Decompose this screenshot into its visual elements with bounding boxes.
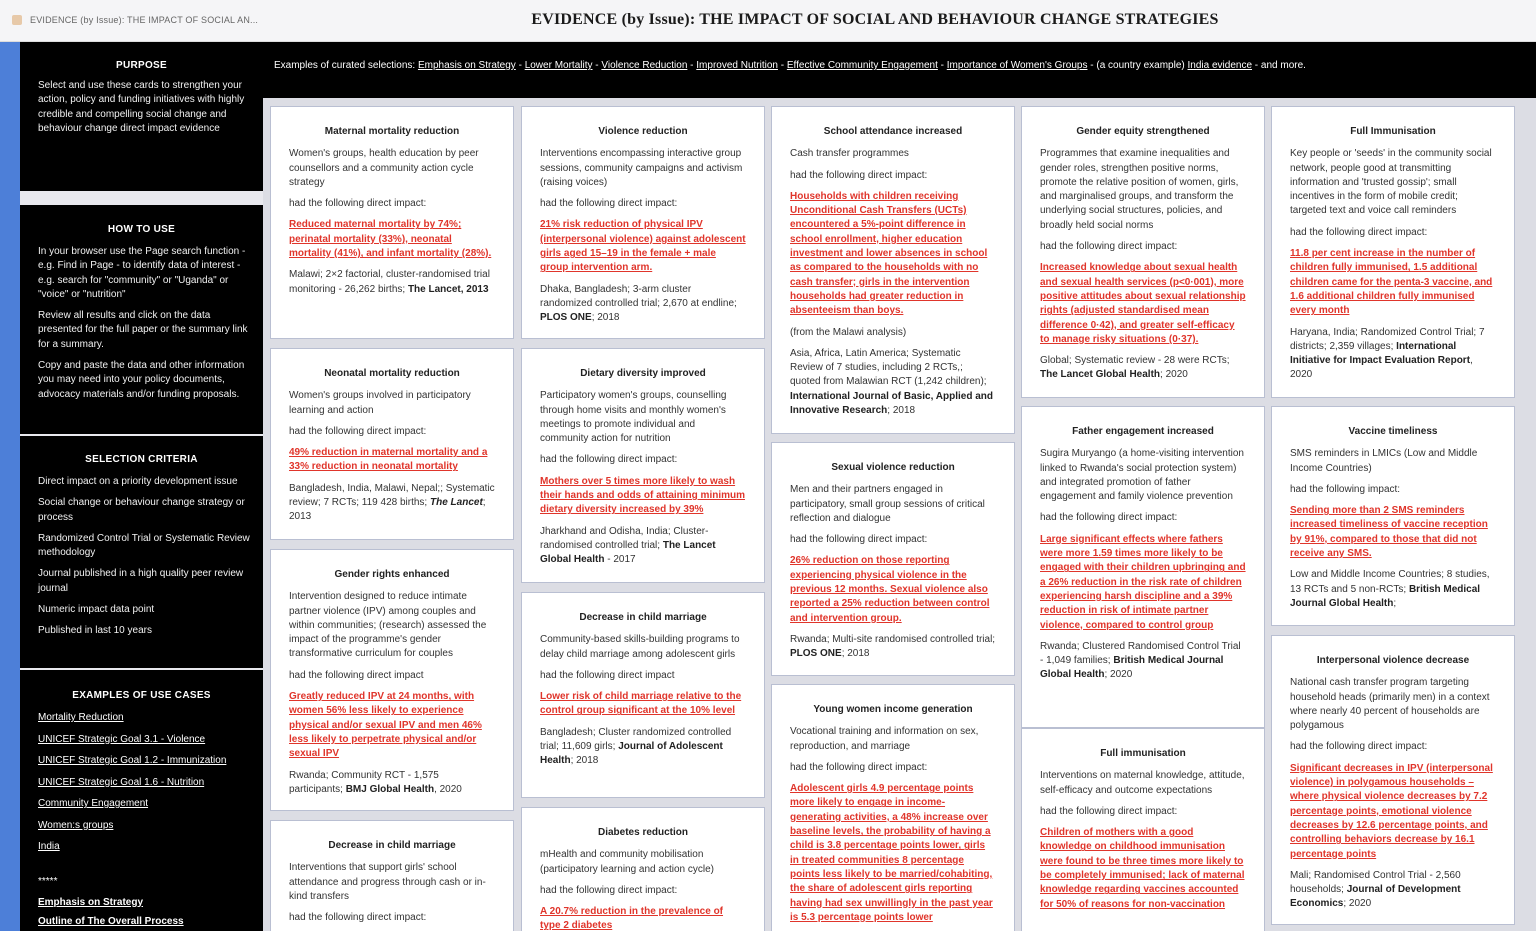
how-to-use-step-2: Review all results and click on the data presented for the full paper or the summary link for a summary.	[38, 310, 248, 350]
emphasis-on-strategy-link[interactable]: Emphasis on Strategy	[38, 896, 144, 908]
card-impact-lead: had the following direct impact:	[1040, 512, 1178, 524]
criteria-item: Journal published in a high quality peer review journal	[38, 568, 244, 594]
card-journal: BMJ Global Health	[345, 783, 435, 795]
evidence-card	[1021, 406, 1265, 728]
card-intervention: Interventions on maternal knowledge, attitude, self-efficacy and outcome expectations	[1040, 770, 1245, 796]
card-impact-link[interactable]: 49% reduction in maternal mortality and a 33% reduction in neonatal mortality	[289, 447, 488, 473]
card-title: Decrease in child marriage	[579, 612, 707, 623]
card-impact-lead: had the following direct impact	[540, 669, 675, 681]
card-impact-lead: had the following direct impact:	[1290, 741, 1428, 753]
card-title: Decrease in child marriage	[328, 840, 456, 851]
evidence-card	[1271, 106, 1515, 398]
examples-heading: EXAMPLES OF USE CASES	[72, 690, 211, 701]
card-impact-lead: had the following direct impact:	[289, 425, 427, 437]
card-journal: British Medical Journal Global Health	[1290, 583, 1481, 609]
evidence-card	[1021, 728, 1265, 931]
card-impact-lead: had the following direct impact:	[289, 912, 427, 924]
card-year: ; 2020	[1160, 369, 1188, 381]
card-impact-lead: had the following direct impact:	[1040, 241, 1178, 253]
evidence-card	[1021, 106, 1265, 398]
evidence-card	[1271, 635, 1515, 925]
card-impact-link[interactable]: Reduced maternal mortality by 74%; perinatal mortality (33%), neonatal mortality (41%), and infant mortality (28%).	[289, 219, 492, 260]
card-intervention: Cash transfer programmes	[790, 148, 909, 160]
card-journal: Journal of Adolescent Health	[540, 741, 723, 767]
evidence-card	[771, 684, 1015, 931]
card-title: Young women income generation	[813, 704, 973, 715]
card-intervention: Key people or 'seeds' in the community social network, people good at transmitting information and 'trusted gossip'; small incentives in the form of mobile credit; targeted text and voice call reminders	[1290, 148, 1492, 217]
card-year: ;	[1393, 597, 1397, 609]
card-intervention: Participatory women's groups, counselling through home visits and monthly women's meetings to promote individual and community action for nutrition	[540, 390, 727, 445]
selection-criteria-section	[20, 454, 263, 646]
card-impact-lead: had the following direct impact:	[790, 534, 928, 546]
how-to-use-heading: HOW TO USE	[107, 224, 176, 235]
card-impact-lead: had the following direct impact:	[540, 884, 678, 896]
overall-process-link[interactable]: Outline of The Overall Process	[38, 915, 184, 927]
card-source: Low and Middle Income Countries; 8 studies, 13 RCTs and 5 non-RCTs;	[1290, 569, 1490, 595]
card-title: Interpersonal violence decrease	[1316, 655, 1470, 666]
card-journal: International Initiative for Impact Evaluation Report	[1290, 340, 1471, 367]
card-year: , 2020	[434, 783, 462, 795]
criteria-item: Published in last 10 years	[38, 625, 152, 637]
curated-link-nutrition[interactable]: Improved Nutrition	[696, 60, 778, 71]
card-intervention: Sugira Muryango (a home-visiting intervention linked to Rwanda's social protection system) and integrated promotion of father engagement and family violence prevention	[1040, 448, 1244, 503]
curated-link-violence[interactable]: Violence Reduction	[601, 60, 688, 71]
evidence-card	[521, 106, 765, 339]
example-link-india[interactable]: India	[38, 841, 60, 852]
purpose-section	[20, 60, 263, 143]
card-intervention: Programmes that examine inequalities and gender roles, strengthen positive norms, promote the relative position of women, girls, and marginalised groups, and transform the underlying social structures, policies, and broadly held social norms	[1040, 148, 1239, 231]
card-journal: The Lancet Global Health	[1040, 369, 1161, 381]
stars-separator: *****	[38, 875, 58, 887]
card-impact-link[interactable]: Large significant effects where fathers were more 1.59 times more likely to be engaged with their children upbringing and a 26% reduction in the risk rate of children experiencing harsh discipline and a 39% reduction in risk of intimate partner violence, compared to control group	[1040, 533, 1246, 631]
card-source: Malawi; 2×2 factorial, cluster-randomised trial monitoring - 26,262 births;	[289, 269, 490, 295]
card-journal: British Medical Journal Global Health	[1040, 655, 1224, 681]
left-accent-bar	[0, 42, 20, 931]
card-intervention: Women's groups involved in participatory learning and action	[289, 390, 471, 416]
card-year: ; 2018	[570, 755, 599, 767]
sidebar-divider	[20, 668, 263, 670]
evidence-card	[521, 348, 765, 583]
card-impact-lead: had the following direct impact:	[1040, 805, 1178, 817]
card-title: Father engagement increased	[1072, 426, 1214, 437]
card-impact-link[interactable]: A 20.7% reduction in the prevalence of type 2 diabetes	[540, 906, 724, 931]
card-impact-lead: had the following direct impact:	[289, 198, 427, 210]
example-link-mortality[interactable]: Mortality Reduction	[38, 712, 124, 723]
card-impact-link[interactable]: 11.8 per cent increase in the number of children fully immunised, 1.5 additional children came for the penta-3 vaccine, and 1.6 additional children fully immunised every month	[1290, 248, 1493, 317]
card-year: ; 2020	[1104, 669, 1133, 681]
curated-prefix: Examples of curated selections:	[274, 60, 416, 71]
card-impact-link[interactable]: 21% risk reduction of physical IPV (interpersonal violence) against adolescent girls aged 15–19 in the female + male group intervention arm.	[540, 219, 746, 274]
card-intervention: Vocational training and information on sex, reproduction, and marriage	[790, 726, 979, 752]
evidence-card	[771, 106, 1015, 434]
card-impact-link[interactable]: Children of mothers with a good knowledge on childhood immunisation were found to be three times more likely to be completely immunised; lack of maternal knowledge regarding vaccines accounted for 50% of reasons for non-vaccination	[1040, 827, 1245, 910]
how-to-use-step-1: In your browser use the Page search function - e.g. Find in Page - to identify data of interest - e.g. search for "community" or "Uganda" or "voice" or "nutrition"	[38, 246, 246, 300]
sidebar	[20, 42, 263, 931]
card-year: ; 2013	[289, 497, 486, 523]
card-journal: Journal of Development Economics	[1290, 884, 1461, 910]
card-journal: International Journal of Basic, Applied and Innovative Research	[790, 390, 993, 417]
card-journal: The Lancet, 2013	[407, 283, 489, 295]
card-title: Neonatal mortality reduction	[324, 368, 460, 379]
example-link-nutrition[interactable]: UNICEF Strategic Goal 1.6 - Nutrition	[38, 776, 205, 788]
card-impact-link[interactable]: Increased knowledge about sexual health and sexual health services (p<0·001), more positive attitudes about sexual relationship rights (adjusted standardised mean difference 0·42), and greater self-efficacy to manage risky situations (0·37).	[1040, 262, 1246, 345]
card-title: Vaccine timeliness	[1348, 426, 1438, 437]
card-source: Bangladesh, India, Malawi, Nepal;; Systematic review; 7 RCTs; 119 428 births;	[289, 482, 495, 509]
curated-link-womens-groups[interactable]: Importance of Women's Groups	[946, 60, 1088, 71]
card-intervention: SMS reminders in LMICs (Low and Middle Income Countries)	[1290, 448, 1478, 474]
card-title: Violence reduction	[598, 126, 688, 137]
card-intervention: National cash transfer program targeting household heads (primarily men) in a context where nearly 40 percent of households are polygamous	[1290, 677, 1490, 732]
card-impact-link[interactable]: Households with children receiving Unconditional Cash Transfers (UCTs) encountered a 5%-point difference in school enrollment, higher education investment and lower absences in school as compared to the households with no cash transfer; girls in the intervention households had greater reduction in absenteeism than boys.	[790, 190, 988, 317]
card-year: ; 2018	[591, 312, 620, 324]
purpose-heading: PURPOSE	[115, 60, 167, 71]
curated-suffix: and more.	[1260, 60, 1306, 71]
card-impact-link[interactable]: Mothers over 5 times more likely to wash their hands and odds of attaining minimum dietary diversity increased by 39%	[540, 475, 746, 516]
evidence-card	[270, 106, 514, 339]
card-year: ; 2018	[841, 648, 870, 660]
card-title: Full Immunisation	[1350, 126, 1436, 137]
card-impact-lead: had the following impact:	[1290, 483, 1401, 495]
evidence-card	[521, 807, 765, 931]
card-source: Rwanda; Clustered Randomised Control Trial - 1,049 families;	[1040, 640, 1241, 667]
how-to-use-step-3: Copy and paste the data and other information you may need into your policy documents, advocacy materials and/or funding proposals.	[38, 360, 245, 400]
card-source: Mali; Randomised Control Trial - 2,560 households;	[1290, 869, 1461, 896]
evidence-card	[270, 820, 514, 931]
card-intervention: Intervention designed to reduce intimate partner violence (IPV) among couples and within communities; (research) assessed the impact of the programme's gender transformative curriculum for couples	[289, 591, 487, 660]
card-source: Bangladesh; Cluster randomized controlled trial; 11,609 girls;	[540, 726, 732, 753]
card-title: School attendance increased	[823, 126, 963, 137]
card-title: Gender rights enhanced	[334, 569, 450, 580]
example-link-violence[interactable]: UNICEF Strategic Goal 3.1 - Violence	[38, 733, 206, 745]
card-year: ; 2018	[887, 405, 916, 417]
card-intervention: Women's groups, health education by peer counsellors and a community action cycle strategy	[289, 148, 479, 188]
card-impact-lead: had the following direct impact:	[1290, 226, 1428, 238]
example-link-community[interactable]: Community Engagement	[38, 798, 149, 809]
card-intervention: mHealth and community mobilisation (participatory learning and action cycle)	[540, 849, 714, 875]
evidence-card	[1271, 406, 1515, 626]
purpose-text: Select and use these cards to strengthen your action, policy and funding initiatives with highly credible and compelling social change and behaviour change direct impact evidence	[38, 80, 245, 134]
card-impact-link[interactable]: Adolescent girls 4.9 percentage points more likely to engage in income-generating activities, a 48% increase over baseline levels, the probability of having a child is 3.8 percentage points lower, girls in treated communities 8 percentage points less likely to be married/cohabiting, the share of adolescent girls reporting having had sex unwillingly in the past year is 5.3 percentage points lower	[790, 783, 993, 923]
curated-selections: Examples of curated selections: Emphasis on Strategy - Lower Mortality - Violence Reduction - Improved Nutrition - Effective Community Engagement - Importance of Women's Groups - (a country example) India evidence - and more.	[274, 60, 1306, 71]
card-impact-link[interactable]: Lower risk of child marriage relative to the control group significant at the 10% level	[540, 691, 742, 717]
card-title: Dietary diversity improved	[580, 368, 706, 379]
card-impact-lead: had the following direct impact:	[540, 198, 678, 210]
card-impact-lead: had the following direct impact:	[790, 761, 928, 773]
criteria-heading: SELECTION CRITERIA	[85, 454, 198, 465]
criteria-item: Social change or behaviour change strategy or process	[38, 497, 245, 523]
card-source: Asia, Africa, Latin America; Systematic Review of 7 studies, including 2 RCTs,; quoted from Malawian RCT (1,242 children);	[790, 347, 987, 388]
sidebar-divider	[20, 191, 263, 205]
card-impact-link[interactable]: Greatly reduced IPV at 24 months, with women 56% less likely to experience physical and/or sexual IPV and men 46% less likely to perpetrate physical and/or sexual IPV	[289, 691, 482, 760]
curated-link-india[interactable]: India evidence	[1187, 60, 1253, 71]
card-journal: PLOS ONE	[540, 312, 592, 324]
sidebar-divider	[20, 434, 263, 436]
card-intervention: Men and their partners engaged in participatory, small group sessions of critical reflection and dialogue	[790, 484, 985, 524]
curated-country-text: (a country example)	[1096, 60, 1185, 71]
examples-section	[20, 690, 263, 927]
card-note: (from the Malawi analysis)	[790, 326, 907, 338]
card-impact-link[interactable]: 26% reduction on those reporting experiencing physical violence in the previous 12 months. Sexual violence also reported a 25% reduction between control and intervention group.	[790, 555, 990, 624]
card-title: Gender equity strengthened	[1076, 126, 1210, 137]
card-impact-lead: had the following direct impact:	[790, 169, 928, 181]
card-year: , 2020	[1290, 355, 1473, 381]
curated-link-community[interactable]: Effective Community Engagement	[786, 60, 938, 71]
card-title: Diabetes reduction	[597, 827, 689, 838]
card-source: Haryana, India; Randomized Control Trial; 7 districts; 2,359 villages;	[1290, 326, 1485, 352]
card-intervention: Interventions that support girls' school attendance and progress through cash or in-kind transfers	[289, 862, 486, 902]
criteria-item: Direct impact on a priority development issue	[38, 476, 238, 487]
card-title: Maternal mortality reduction	[324, 126, 460, 137]
how-to-use-section	[20, 224, 263, 409]
evidence-card	[771, 442, 1015, 676]
card-source: Rwanda; Community RCT - 1,575 participants;	[289, 769, 439, 795]
example-link-womens-groups[interactable]: Women:s groups	[38, 819, 114, 831]
window-bar	[0, 0, 1536, 42]
card-title: Sexual violence reduction	[831, 462, 955, 473]
card-year: ; 2020	[1343, 898, 1372, 910]
evidence-card	[521, 592, 765, 798]
card-year: - 2017	[604, 554, 636, 566]
card-source: Dhaka, Bangladesh; 3-arm cluster randomized controlled trial; 2,670 at endline;	[540, 283, 737, 309]
evidence-card	[270, 549, 514, 811]
card-journal: The Lancet Global Health	[540, 539, 716, 566]
card-intervention: Community-based skills-building programs to delay child marriage among adolescent girls	[540, 634, 740, 660]
card-journal: PLOS ONE	[790, 648, 842, 660]
card-intervention: Interventions encompassing interactive group sessions, community campaigns and activism (raising voices)	[540, 148, 743, 188]
criteria-item: Randomized Control Trial or Systematic Review methodology	[38, 532, 250, 559]
cards-area	[263, 98, 1536, 931]
tab-favicon-icon	[12, 15, 22, 25]
tab-title[interactable]: EVIDENCE (by Issue): THE IMPACT OF SOCIAL AN...	[30, 15, 259, 25]
page-title: EVIDENCE (by Issue): THE IMPACT OF SOCIAL AND BEHAVIOUR CHANGE STRATEGIES	[531, 11, 1219, 28]
card-impact-lead: had the following direct impact	[289, 669, 424, 681]
curated-link-strategy[interactable]: Emphasis on Strategy	[417, 60, 516, 71]
card-source: Global; Systematic review - 28 were RCTs;	[1040, 355, 1230, 367]
card-journal: The Lancet	[430, 497, 483, 509]
card-source: Rwanda; Multi-site randomised controlled trial;	[790, 633, 996, 645]
card-impact-lead: had the following direct impact:	[540, 454, 678, 466]
card-impact-link[interactable]: Sending more than 2 SMS reminders increased timeliness of vaccine reception by 91%, compared to those that did not receive any SMS.	[1290, 505, 1488, 560]
card-title: Full immunisation	[1100, 748, 1186, 759]
curated-link-mortality[interactable]: Lower Mortality	[524, 60, 593, 71]
card-impact-link[interactable]: Significant decreases in IPV (interpersonal violence) in polygamous households – where physical violence decreases by 7.2 percentage points, emotional violence decreases by 12.6 percentage points, and controlling behaviors decrease by 16.1 percentage points	[1290, 762, 1493, 860]
example-link-immunization[interactable]: UNICEF Strategic Goal 1.2 - Immunization	[38, 755, 227, 766]
evidence-card	[270, 348, 514, 540]
criteria-item: Numeric impact data point	[38, 604, 155, 616]
card-source: Jharkhand and Odisha, India; Cluster-randomised controlled trial;	[540, 525, 709, 551]
